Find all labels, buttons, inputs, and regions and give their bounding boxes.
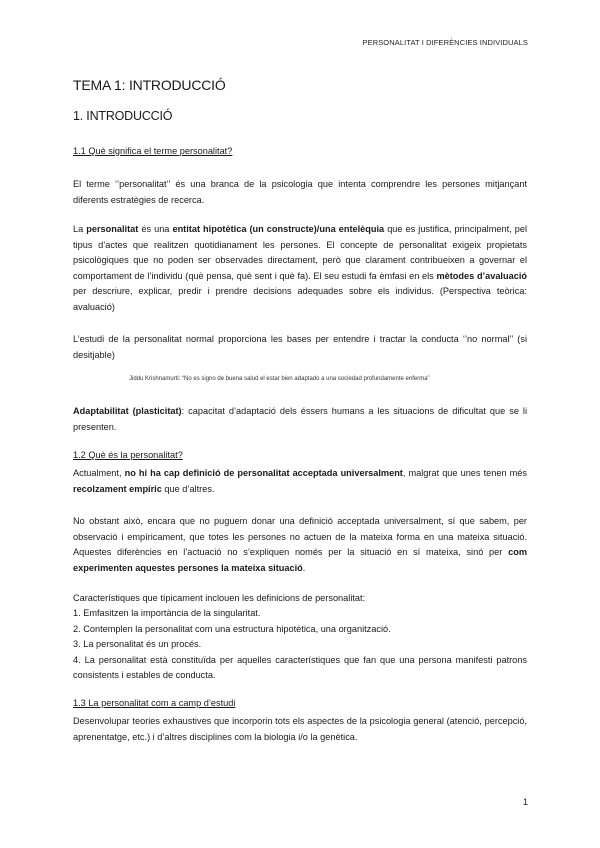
subsection-heading-1-1: 1.1 Què significa el terme personalitat? [73, 146, 233, 156]
list-item: 4. La personalitat està constituïda per aquelles característiques que fan que una persona manifesti patrons consistents i estables de conducta. [73, 654, 527, 681]
paragraph-1-2-b: No obstant això, encara que no puguem donar una definició acceptada universalment, sí que sabem, per observació i empíricament, que totes les persones no actuen de la mateixa forma en una mateixa situació. Aquestes diferències en l’actuació no s’expliquen només per la situació en sí mateixa, sinó per com experimenten aquestes persones la mateixa situació. [73, 516, 527, 573]
section-title: 1. INTRODUCCIÓ [73, 109, 173, 123]
characteristics-list [73, 606, 527, 684]
quote: Jiddu Krishnamurti: “No es signo de buena salud el estar bien adaptado a una sociedad profundamente enferma” [129, 376, 430, 382]
paragraph-1-1-b: La personalitat és una entitat hipotètica (un constructe)/una entelèquia que es justifica, principalment, pel tipus d’actes que realitzen quotidianament les persones. El concepte de personalitat exigeix propietats psicològiques que no poden ser observades directament, però que clarament contribueixen a governar el comportament de l’individu (què pensa, què sent i què fa). El seu estudi fa èmfasi en els mètodes d’avaluació per descriure, explicar, predir i prendre decisions adequades sobre els individus. (Perspectiva teòrica: avaluació) [73, 224, 527, 312]
paragraph-1-2-a: Actualment, no hi ha cap definició de personalitat acceptada universalment, malgrat que unes tenen més recolzament empíric que d’altres. [73, 468, 527, 494]
subsection-heading-1-2: 1.2 Què és la personalitat? [73, 450, 183, 460]
chapter-title: TEMA 1: INTRODUCCIÓ [73, 77, 226, 93]
paragraph-1-1-a: El terme ‘’personalitat’’ és una branca de la psicologia que intenta comprendre les persones mitjançant diferents estratègies de recerca. [73, 179, 527, 205]
list-intro: Característiques que típicament inclouen les definicions de personalitat: [73, 593, 366, 603]
list-item: 2. Contemplen la personalitat com una estructura hipotètica, una organització. [73, 623, 391, 634]
paragraph-adaptability: Adaptabilitat (plasticitat): capacitat d’adaptació dels éssers humans a les situacions de dificultat que se li presenten. [73, 406, 527, 432]
list-item: 3. La personalitat és un procés. [73, 639, 202, 650]
paragraph-1-3: Desenvolupar teories exhaustives que incorporin tots els aspectes de la psicologia general (atenció, percepció, aprenentatge, etc.) i d’altres disciplines com la biologia i/o la genètica. [73, 716, 527, 742]
running-header: PERSONALITAT I DIFERÈNCIES INDIVIDUALS [362, 38, 528, 47]
list-item: 1. Emfasitzen la importància de la singularitat. [73, 608, 261, 618]
page-number: 1 [522, 797, 528, 807]
paragraph-1-1-c: L’estudi de la personalitat normal proporciona les bases per entendre i tractar la conducta ‘’no normal’’ (si desitjable) [73, 334, 527, 360]
subsection-heading-1-3: 1.3 La personalitat com a camp d’estudi [73, 698, 236, 708]
